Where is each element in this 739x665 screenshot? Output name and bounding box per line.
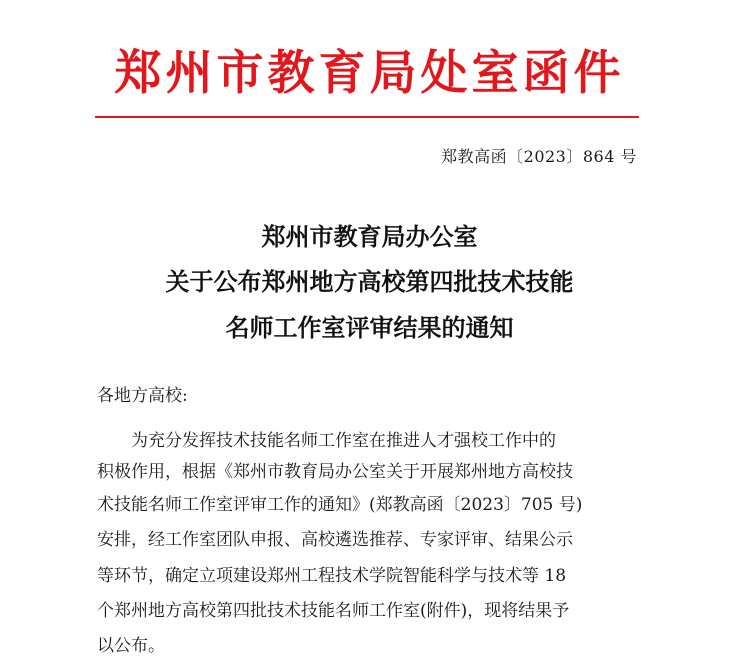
letterhead-title: 郑州市教育局处室函件 xyxy=(114,46,625,101)
body-line: 术技能名师工作室评审工作的通知》(郑教高函〔2023〕705 号) xyxy=(97,495,583,515)
body-line: 等环节，确定立项建设郑州工程技术学院智能科学与技术等 18 xyxy=(97,566,567,586)
letterhead-divider xyxy=(95,116,639,118)
notice-title-line-3: 名师工作室评审结果的通知 xyxy=(225,313,514,342)
body-line: 以公布。 xyxy=(97,636,165,656)
body-line: 个郑州地方高校第四批技术技能名师工作室(附件)，现将结果予 xyxy=(97,601,570,621)
body-line: 积极作用，根据《郑州市教育局办公室关于开展郑州地方高校技 xyxy=(97,462,573,482)
notice-title-line-2: 关于公布郑州地方高校第四批技术技能 xyxy=(165,267,574,296)
document-number: 郑教高函〔2023〕864 号 xyxy=(441,147,637,166)
salutation: 各地方高校: xyxy=(97,386,188,406)
body-line: 安排，经工作室团队申报、高校遴选推荐、专家评审、结果公示 xyxy=(97,530,573,550)
notice-title-line-1: 郑州市教育局办公室 xyxy=(261,222,478,251)
body-line: 为充分发挥技术技能名师工作室在推进人才强校工作中的 xyxy=(131,431,556,451)
